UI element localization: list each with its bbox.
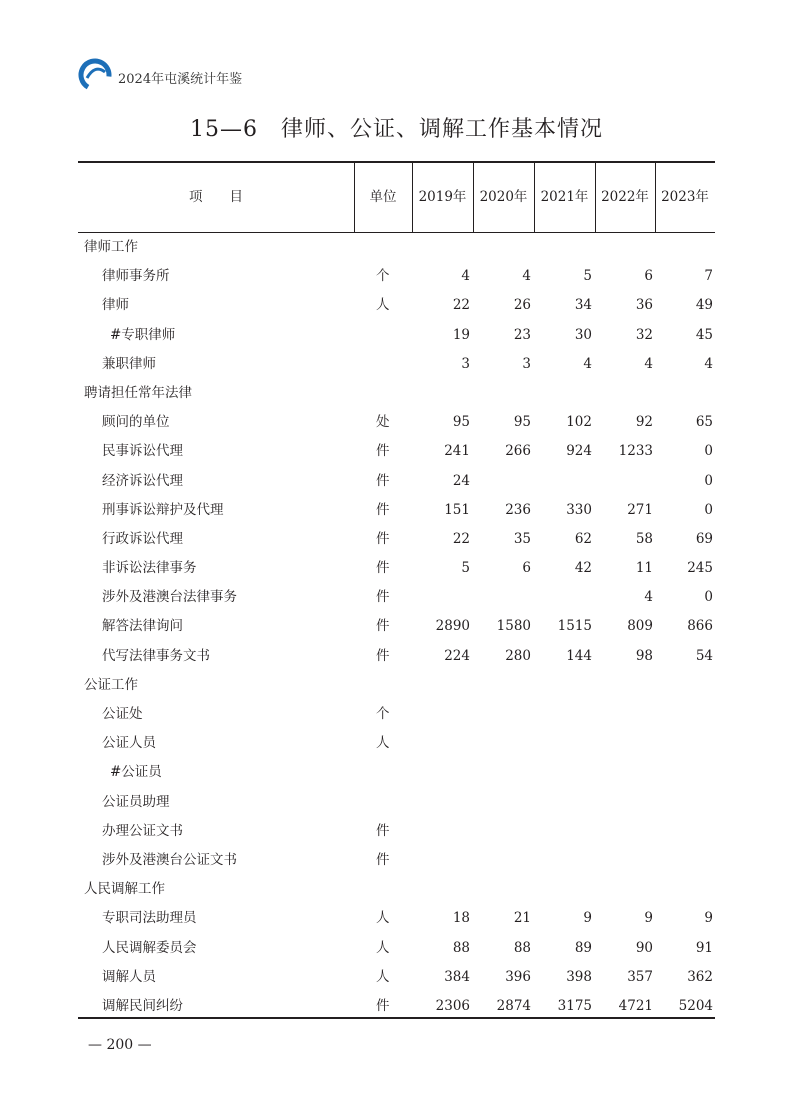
cell-value: 58 bbox=[635, 530, 653, 547]
table-bottom-rule bbox=[78, 1017, 715, 1019]
row-unit: 件 bbox=[376, 560, 390, 577]
column-header-year: 2023年 bbox=[661, 189, 709, 205]
cell-value: 49 bbox=[695, 297, 713, 314]
column-header-year: 2019年 bbox=[418, 189, 467, 205]
row-label: 民事诉讼代理 bbox=[102, 443, 183, 460]
cell-value: 809 bbox=[627, 618, 653, 635]
book-title: 2024年屯溪统计年鉴 bbox=[118, 72, 243, 87]
cell-value: 0 bbox=[704, 443, 713, 460]
table-row bbox=[78, 583, 715, 612]
cell-value: 102 bbox=[566, 414, 592, 431]
cell-value: 32 bbox=[635, 326, 653, 343]
table-row bbox=[78, 729, 715, 758]
row-label: #公证员 bbox=[110, 764, 162, 781]
table-row bbox=[78, 904, 715, 933]
cell-value: 330 bbox=[566, 501, 592, 518]
row-unit: 件 bbox=[376, 997, 390, 1014]
cell-value: 384 bbox=[444, 968, 470, 985]
row-label: 办理公证文书 bbox=[102, 822, 183, 839]
table-title: 15—6 律师、公证、调解工作基本情况 bbox=[190, 117, 603, 142]
cell-value: 4 bbox=[461, 268, 470, 285]
cell-value: 924 bbox=[566, 443, 592, 460]
cell-value: 5 bbox=[583, 268, 592, 285]
row-unit: 件 bbox=[376, 443, 390, 460]
cell-value: 241 bbox=[444, 443, 470, 460]
cell-value: 54 bbox=[695, 647, 713, 664]
row-label: 人民调解委员会 bbox=[102, 939, 197, 956]
table-row bbox=[78, 700, 715, 729]
row-unit: 个 bbox=[376, 268, 390, 285]
cell-value: 91 bbox=[695, 939, 713, 956]
cell-value: 2874 bbox=[496, 997, 531, 1014]
row-unit: 人 bbox=[376, 968, 390, 985]
row-label: 涉外及港澳台公证文书 bbox=[102, 851, 237, 868]
cell-value: 1580 bbox=[496, 618, 531, 635]
column-header-year: 2021年 bbox=[540, 189, 589, 205]
cell-value: 11 bbox=[635, 560, 653, 577]
row-unit: 人 bbox=[376, 910, 390, 927]
cell-value: 18 bbox=[452, 910, 470, 927]
cell-value: 3175 bbox=[557, 997, 592, 1014]
column-header-year: 2022年 bbox=[601, 189, 649, 205]
cell-value: 23 bbox=[513, 326, 531, 343]
cell-value: 90 bbox=[635, 939, 653, 956]
cell-value: 245 bbox=[687, 560, 713, 577]
cell-value: 22 bbox=[452, 297, 470, 314]
cell-value: 45 bbox=[695, 326, 713, 343]
table-row bbox=[78, 788, 715, 817]
row-unit: 件 bbox=[376, 647, 390, 664]
cell-value: 62 bbox=[574, 530, 592, 547]
cell-value: 26 bbox=[513, 297, 531, 314]
cell-value: 88 bbox=[513, 939, 531, 956]
table-row bbox=[78, 437, 715, 466]
row-label: 公证人员 bbox=[102, 735, 156, 752]
column-header-item: 项 目 bbox=[189, 189, 243, 205]
table-row bbox=[78, 758, 715, 787]
cell-value: 3 bbox=[522, 355, 531, 372]
table-row bbox=[78, 262, 715, 291]
table-row bbox=[78, 817, 715, 846]
cell-value: 271 bbox=[627, 501, 653, 518]
cell-value: 4721 bbox=[618, 997, 653, 1014]
table-row bbox=[78, 554, 715, 583]
row-label: 公证员助理 bbox=[102, 793, 170, 810]
cell-value: 236 bbox=[505, 501, 531, 518]
cell-value: 1233 bbox=[618, 443, 653, 460]
cell-value: 5204 bbox=[678, 997, 713, 1014]
table-row bbox=[78, 379, 715, 408]
row-label: 律师 bbox=[102, 297, 129, 314]
table-row bbox=[78, 612, 715, 641]
cell-value: 866 bbox=[687, 618, 713, 635]
row-label: 涉外及港澳台法律事务 bbox=[102, 589, 237, 606]
row-unit: 人 bbox=[376, 939, 390, 956]
cell-value: 9 bbox=[704, 910, 713, 927]
column-header-unit: 单位 bbox=[369, 189, 397, 205]
cell-value: 4 bbox=[583, 355, 592, 372]
table-row bbox=[78, 408, 715, 437]
row-label: 顾问的单位 bbox=[102, 414, 170, 431]
table-row bbox=[78, 875, 715, 904]
cell-value: 88 bbox=[452, 939, 470, 956]
cell-value: 5 bbox=[461, 560, 470, 577]
cell-value: 2890 bbox=[435, 618, 470, 635]
cell-value: 4 bbox=[704, 355, 713, 372]
cell-value: 362 bbox=[687, 968, 713, 985]
row-label: 行政诉讼代理 bbox=[102, 530, 183, 547]
row-unit: 件 bbox=[376, 618, 390, 635]
cell-value: 22 bbox=[452, 530, 470, 547]
cell-value: 4 bbox=[522, 268, 531, 285]
row-label: 经济诉讼代理 bbox=[102, 472, 183, 489]
cell-value: 34 bbox=[574, 297, 592, 314]
row-unit: 件 bbox=[376, 501, 390, 518]
row-label: 律师事务所 bbox=[102, 268, 170, 285]
cell-value: 7 bbox=[704, 268, 713, 285]
yearbook-logo-icon bbox=[78, 58, 112, 92]
cell-value: 1515 bbox=[557, 618, 592, 635]
row-label: 刑事诉讼辩护及代理 bbox=[102, 501, 224, 518]
table-row bbox=[78, 467, 715, 496]
table-row bbox=[78, 233, 715, 262]
row-label: 非诉讼法律事务 bbox=[102, 560, 197, 577]
row-unit: 人 bbox=[376, 297, 390, 314]
cell-value: 151 bbox=[444, 501, 470, 518]
row-label: 公证工作 bbox=[84, 676, 138, 693]
row-label: 调解民间纠纷 bbox=[102, 997, 183, 1014]
table-row bbox=[78, 525, 715, 554]
cell-value: 357 bbox=[627, 968, 653, 985]
cell-value: 6 bbox=[522, 560, 531, 577]
row-label: #专职律师 bbox=[110, 326, 176, 343]
row-label: 人民调解工作 bbox=[84, 881, 165, 898]
table-row bbox=[78, 846, 715, 875]
cell-value: 24 bbox=[452, 472, 470, 489]
cell-value: 398 bbox=[566, 968, 592, 985]
row-unit: 件 bbox=[376, 472, 390, 489]
table-row bbox=[78, 642, 715, 671]
cell-value: 0 bbox=[704, 589, 713, 606]
row-unit: 件 bbox=[376, 589, 390, 606]
cell-value: 69 bbox=[695, 530, 713, 547]
cell-value: 4 bbox=[644, 355, 653, 372]
cell-value: 6 bbox=[644, 268, 653, 285]
cell-value: 95 bbox=[452, 414, 470, 431]
cell-value: 65 bbox=[695, 414, 713, 431]
row-unit: 件 bbox=[376, 822, 390, 839]
row-label: 调解人员 bbox=[102, 968, 156, 985]
column-header-year: 2020年 bbox=[479, 189, 528, 205]
row-label: 解答法律询问 bbox=[102, 618, 183, 635]
table-row bbox=[78, 963, 715, 992]
table-row bbox=[78, 671, 715, 700]
page-number: — 200 — bbox=[88, 1037, 152, 1053]
cell-value: 3 bbox=[461, 355, 470, 372]
cell-value: 280 bbox=[505, 647, 531, 664]
cell-value: 95 bbox=[513, 414, 531, 431]
row-label: 律师工作 bbox=[84, 239, 138, 255]
row-label: 代写法律事务文书 bbox=[102, 647, 210, 664]
cell-value: 0 bbox=[704, 472, 713, 489]
cell-value: 92 bbox=[635, 414, 653, 431]
cell-value: 30 bbox=[574, 326, 592, 343]
cell-value: 396 bbox=[505, 968, 531, 985]
table-row bbox=[78, 291, 715, 320]
table-row bbox=[78, 934, 715, 963]
cell-value: 42 bbox=[574, 560, 592, 577]
row-unit: 处 bbox=[376, 414, 390, 431]
row-unit: 件 bbox=[376, 851, 390, 868]
cell-value: 2306 bbox=[435, 997, 470, 1014]
cell-value: 4 bbox=[644, 589, 653, 606]
row-unit: 件 bbox=[376, 530, 390, 547]
cell-value: 35 bbox=[513, 530, 531, 547]
row-label: 聘请担任常年法律 bbox=[84, 384, 192, 401]
table-row bbox=[78, 496, 715, 525]
cell-value: 0 bbox=[704, 501, 713, 518]
table-body bbox=[78, 233, 715, 1021]
cell-value: 98 bbox=[635, 647, 653, 664]
row-label: 专职司法助理员 bbox=[102, 910, 197, 927]
cell-value: 144 bbox=[566, 647, 592, 664]
cell-value: 21 bbox=[513, 910, 531, 927]
cell-value: 266 bbox=[505, 443, 531, 460]
cell-value: 9 bbox=[583, 910, 592, 927]
cell-value: 89 bbox=[574, 939, 592, 956]
row-label: 兼职律师 bbox=[102, 355, 156, 372]
table-row bbox=[78, 350, 715, 379]
cell-value: 224 bbox=[444, 647, 470, 664]
cell-value: 19 bbox=[452, 326, 470, 343]
row-unit: 人 bbox=[376, 735, 390, 752]
row-label: 公证处 bbox=[102, 706, 143, 722]
cell-value: 36 bbox=[635, 297, 653, 314]
cell-value: 9 bbox=[644, 910, 653, 927]
row-unit: 个 bbox=[376, 706, 390, 722]
table-row bbox=[78, 321, 715, 350]
